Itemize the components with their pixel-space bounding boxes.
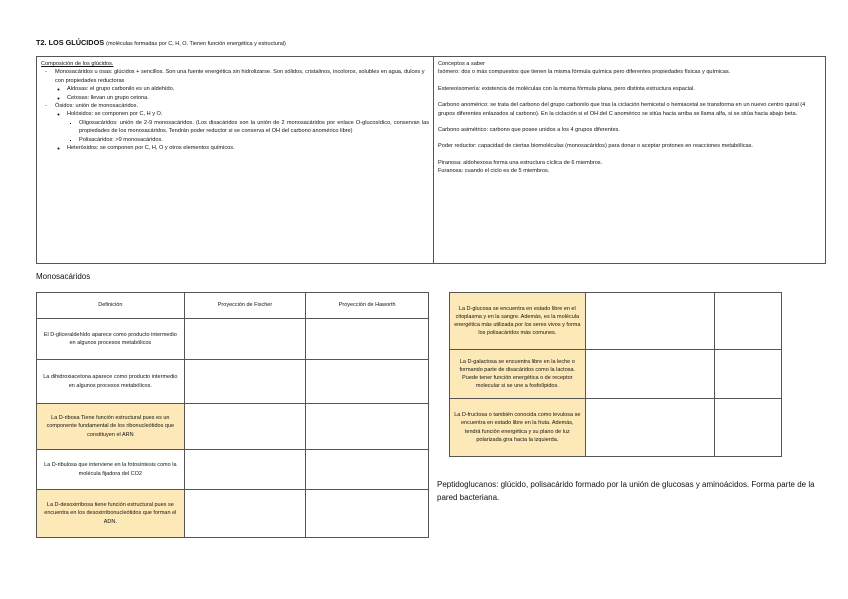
monosacaridos-table [36, 292, 429, 538]
haworth-cell [715, 293, 782, 350]
header-fischer: Proyección de Fischer [184, 293, 306, 319]
concepts-heading: Conceptos a saber [438, 61, 485, 67]
concept-asimetrico: Carbono asimétrico: carbono que posee unidos a los 4 grupos diferentes. [438, 127, 620, 134]
definition-cell: El D-gliceraldehído aparece como producto intermedio en algunos procesos metabólicos [37, 319, 185, 360]
haworth-cell [306, 360, 429, 404]
fischer-cell [585, 399, 715, 457]
composition-heading: Composición de los glúcidos. [41, 61, 114, 67]
definition-cell: La dihidroxiacetona aparece como producto intermedio en algunos procesos metabólicos. [37, 360, 185, 404]
haworth-cell [306, 319, 429, 360]
haworth-cell [306, 450, 429, 490]
fischer-cell [184, 490, 306, 538]
haworth-cell [306, 404, 429, 450]
concept-anomerico: Carbono anomérico: se trata del carbono del grupo carbonilo que tras la ciclación hemicetal o hemiacetal se transforma en un nuevo centro quiral (4 grupos diferentes enlazados al carbono). En la ciclación si el OH del C anomérico se sitúa hacia arriba se llama alfa, si se sitúa hacia abajo beta. [438, 102, 806, 117]
holosidos-text: Holósidos: se componen por C, H y O. [67, 111, 163, 118]
definition-cell: La D-ribulosa que interviene en la fotosíntesis como la molécula fijadora del CO2 [37, 450, 185, 490]
fischer-cell [585, 350, 715, 399]
polisacaridos-text: Polisacáridos: >9 monosacáridos. [79, 136, 163, 143]
table-row [37, 404, 429, 450]
title-text: T2. LOS GLÚCIDOS [36, 38, 105, 47]
table-row [37, 490, 429, 538]
fischer-cell [184, 360, 306, 404]
definition-cell: La D-desoxirribosa tiene función estructural pues se encuentra en los desoxirribonucleótidos que forman el ADN. [37, 490, 185, 538]
definition-cell: La D-glucosa se encuentra en estado libre en el citoplasma y en la sangre. Además, es la molécula energética más utilizada por los seres vivos y forma los polisacáridos más comunes. [450, 293, 586, 350]
definition-cell: La D-galactosa se encuentra libre en la leche o formando parte de disacáridos como la lactosa. Puede tener función energética o de receptor molecular si se une a fosfolípidos. [450, 350, 586, 399]
list-item [55, 68, 429, 102]
definition-cell: La D-fructosa o también conocida como levulosa se encuentra en estado libre en la fruta. Además, tendrá función energética y su plano de luz polarizada gira hacia la izquierda. [450, 399, 586, 457]
list-item [67, 94, 429, 102]
fischer-cell [184, 450, 306, 490]
concepts-cell [434, 57, 825, 263]
header-definicion: Definición [37, 293, 185, 319]
table-row [37, 360, 429, 404]
composition-list [41, 68, 429, 152]
table-row [450, 399, 782, 457]
haworth-cell [715, 399, 782, 457]
concept-piranosa: Piranosa: aldohexosa forma una estructura cíclica de 6 miembros. [438, 159, 603, 166]
list-item [67, 110, 429, 144]
list-item [67, 85, 429, 93]
concept-estereoisomeria: Estereoisomería: existencia de moléculas con la misma fórmula plana, pero distinta estructura espacial. [438, 85, 695, 92]
list-item [67, 144, 429, 152]
table-header-row [37, 293, 429, 319]
haworth-cell [306, 490, 429, 538]
haworth-cell [715, 350, 782, 399]
list-item [79, 119, 429, 136]
concept-furanosa: Furanosa: cuando el ciclo es de 5 miembros. [438, 168, 550, 175]
concept-reductor: Poder reductor: capacidad de ciertas biomoléculas (monosacáridos) para donar o aceptar protones en reacciones metabólicas. [438, 143, 753, 150]
osidos-text: Ósidos: unión de monosacáridos. [55, 103, 139, 110]
fischer-cell [585, 293, 715, 350]
oligosacaridos-text: ▪ Oligosacáridos: unión de 2-9 monosacáridos. (Los disacáridos son la unión de 2 monosacáridos por enlace O-glucosídico, conservan las propiedades de los monosacáridos. Tendrán poder reductor si se conserva el OH del carbono anomérico libre) [79, 119, 429, 135]
section-title: Monosacáridos [36, 272, 91, 281]
concept-isomero: Isómero: dos o más compuestos que tienen la misma fórmula química pero diferentes propiedades físicas y químicas. [438, 69, 731, 76]
list-item [55, 102, 429, 152]
header-haworth: Proyección de Haworth [306, 293, 429, 319]
peptidoglucanos-note: Peptidoglucanos: glúcido, polisacárido formado por la unión de glucosas y aminoácidos. Forma parte de la pared bacteriana. [437, 480, 815, 502]
list-item [79, 136, 429, 144]
fischer-cell [184, 319, 306, 360]
table-row [37, 450, 429, 490]
page-title [36, 38, 286, 47]
monosacaridos-text: Monosacáridos u osas: glúcidos + sencillos. Son una fuente energética sin hidrolizarse. Son sólidos, cristalinos, incoloros, solubles en agua, dulces y con propiedades reductoras [55, 69, 425, 84]
table-row [37, 319, 429, 360]
hexosas-table [449, 292, 782, 457]
table-row [450, 350, 782, 399]
cetosas-text: Cetosas: llevan un grupo cetona. [67, 94, 149, 101]
aldosas-text: Aldosas: el grupo carbonilo es un aldehído. [67, 86, 175, 93]
fischer-cell [184, 404, 306, 450]
composition-cell [37, 57, 434, 263]
title-subtitle: (moléculas formadas por C, H, O. Tienen función energética y estructural) [106, 41, 286, 47]
table-row [450, 293, 782, 350]
definition-cell: La D-ribosa Tiene función estructural pues es un componente fundamental de los ribonucleótidos que constituyen el ARN [37, 404, 185, 450]
overview-table [36, 56, 826, 264]
heterosidos-text: Heterósidos: se componen por C, H, O y otros elementos químicos. [67, 145, 235, 152]
